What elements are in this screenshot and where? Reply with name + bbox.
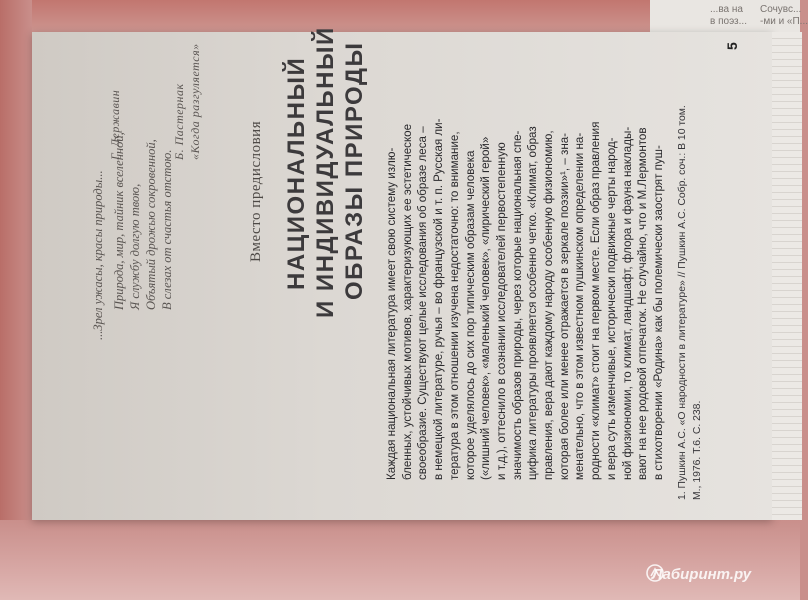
body-line: Каждая национальная литература имеет свою систему излю- [385, 147, 398, 480]
page-number: 5 [724, 42, 740, 50]
body-line: вают на нее родовой отпечаток. Не случайно, что и М.Лермонтов [636, 127, 650, 480]
book-cover-bottom [0, 520, 800, 600]
preface-heading: Вместо предисловия [248, 120, 264, 262]
book-cover-left [0, 0, 32, 600]
body-line: в немецкой литературе, ручья – во французской и т. п. Русская ли- [432, 118, 446, 480]
epigraph-derzhavin-line: ...Зрел ужасы, красы природы... [91, 170, 105, 340]
footnote-line: 1. Пушкин А.С. «О народности в литературе» // Пушкин А.С. Собр. соч.: В 10 том. [677, 105, 688, 500]
chapter-title-line: И ИНДИВИДУАЛЬНЫЙ [312, 26, 339, 318]
body-line: правления, вера дают каждому народу особенную физиономию, [542, 130, 555, 480]
body-line: менательно, что в этом известном пушкинском определении на- [573, 132, 587, 480]
body-line: родности «климат» стоит на первом месте. Если образ правления [589, 121, 603, 480]
body-line: («лишний человек», «маленький человек», «лирический герой» [479, 136, 493, 480]
epigraph-pasternak-line: В слезах от счастья отстою. [160, 149, 174, 310]
epigraph-derzhavin-author: Г. Державин [108, 89, 122, 160]
chapter-title-line: НАЦИОНАЛЬНЫЙ [283, 56, 310, 290]
body-line: цифика литературы проявляется особенно четко. «Климат, образ [526, 126, 540, 480]
body-line: в стихотворении «Родина» как бы полемически заострят пуш- [651, 145, 665, 480]
watermark: Лабиринт.ру [652, 566, 752, 583]
epigraph-pasternak-line: Природа, мир, тайник вселенной, [112, 132, 126, 310]
body-line: своеобразие. Существуют целые исследования об образе леса – [416, 126, 430, 480]
page-edge [772, 32, 802, 520]
prev-page-line: в поэз... [710, 16, 747, 27]
body-line: бленных, устойчивых мотивов, характеризующих ее эстетическое [400, 123, 414, 480]
body-line: значимость образов природы, через которые национальная спе- [510, 130, 524, 480]
epigraph-pasternak-source: «Когда разгуляется» [188, 43, 202, 160]
body-line: и т.д.), оттеснило в сознании исследователей первостепенную [494, 142, 508, 480]
prev-page-line: Сочувс... [760, 4, 802, 15]
epigraph-pasternak-line: Я службу долгую твою, [128, 183, 142, 310]
body-line: ной физиономии, то климат, ландшафт, флора и фауна наклады- [620, 126, 634, 480]
epigraph-pasternak-author: Б. Пастернак [172, 83, 186, 160]
footnote-line: М., 1976. Т.6. С. 238. [692, 400, 703, 500]
body-line: тература в этом отношении изучена недостаточно: то внимание, [447, 131, 461, 480]
prev-page-line: -ми и «П... [760, 16, 808, 27]
body-line: которая более или менее отражается в зеркале поэзии»¹, – зна- [557, 132, 571, 480]
epigraph-pasternak-line: Объятый дрожью сокровенной, [144, 139, 158, 310]
body-line: и вера суть изменчивые, исторически подвижные черты народ- [604, 137, 618, 480]
body-line: которое уделялось до сих пор типическим образам человека [463, 150, 477, 480]
prev-page-line: ...ва на [710, 4, 743, 15]
chapter-title-line: ОБРАЗЫ ПРИРОДЫ [341, 41, 368, 300]
